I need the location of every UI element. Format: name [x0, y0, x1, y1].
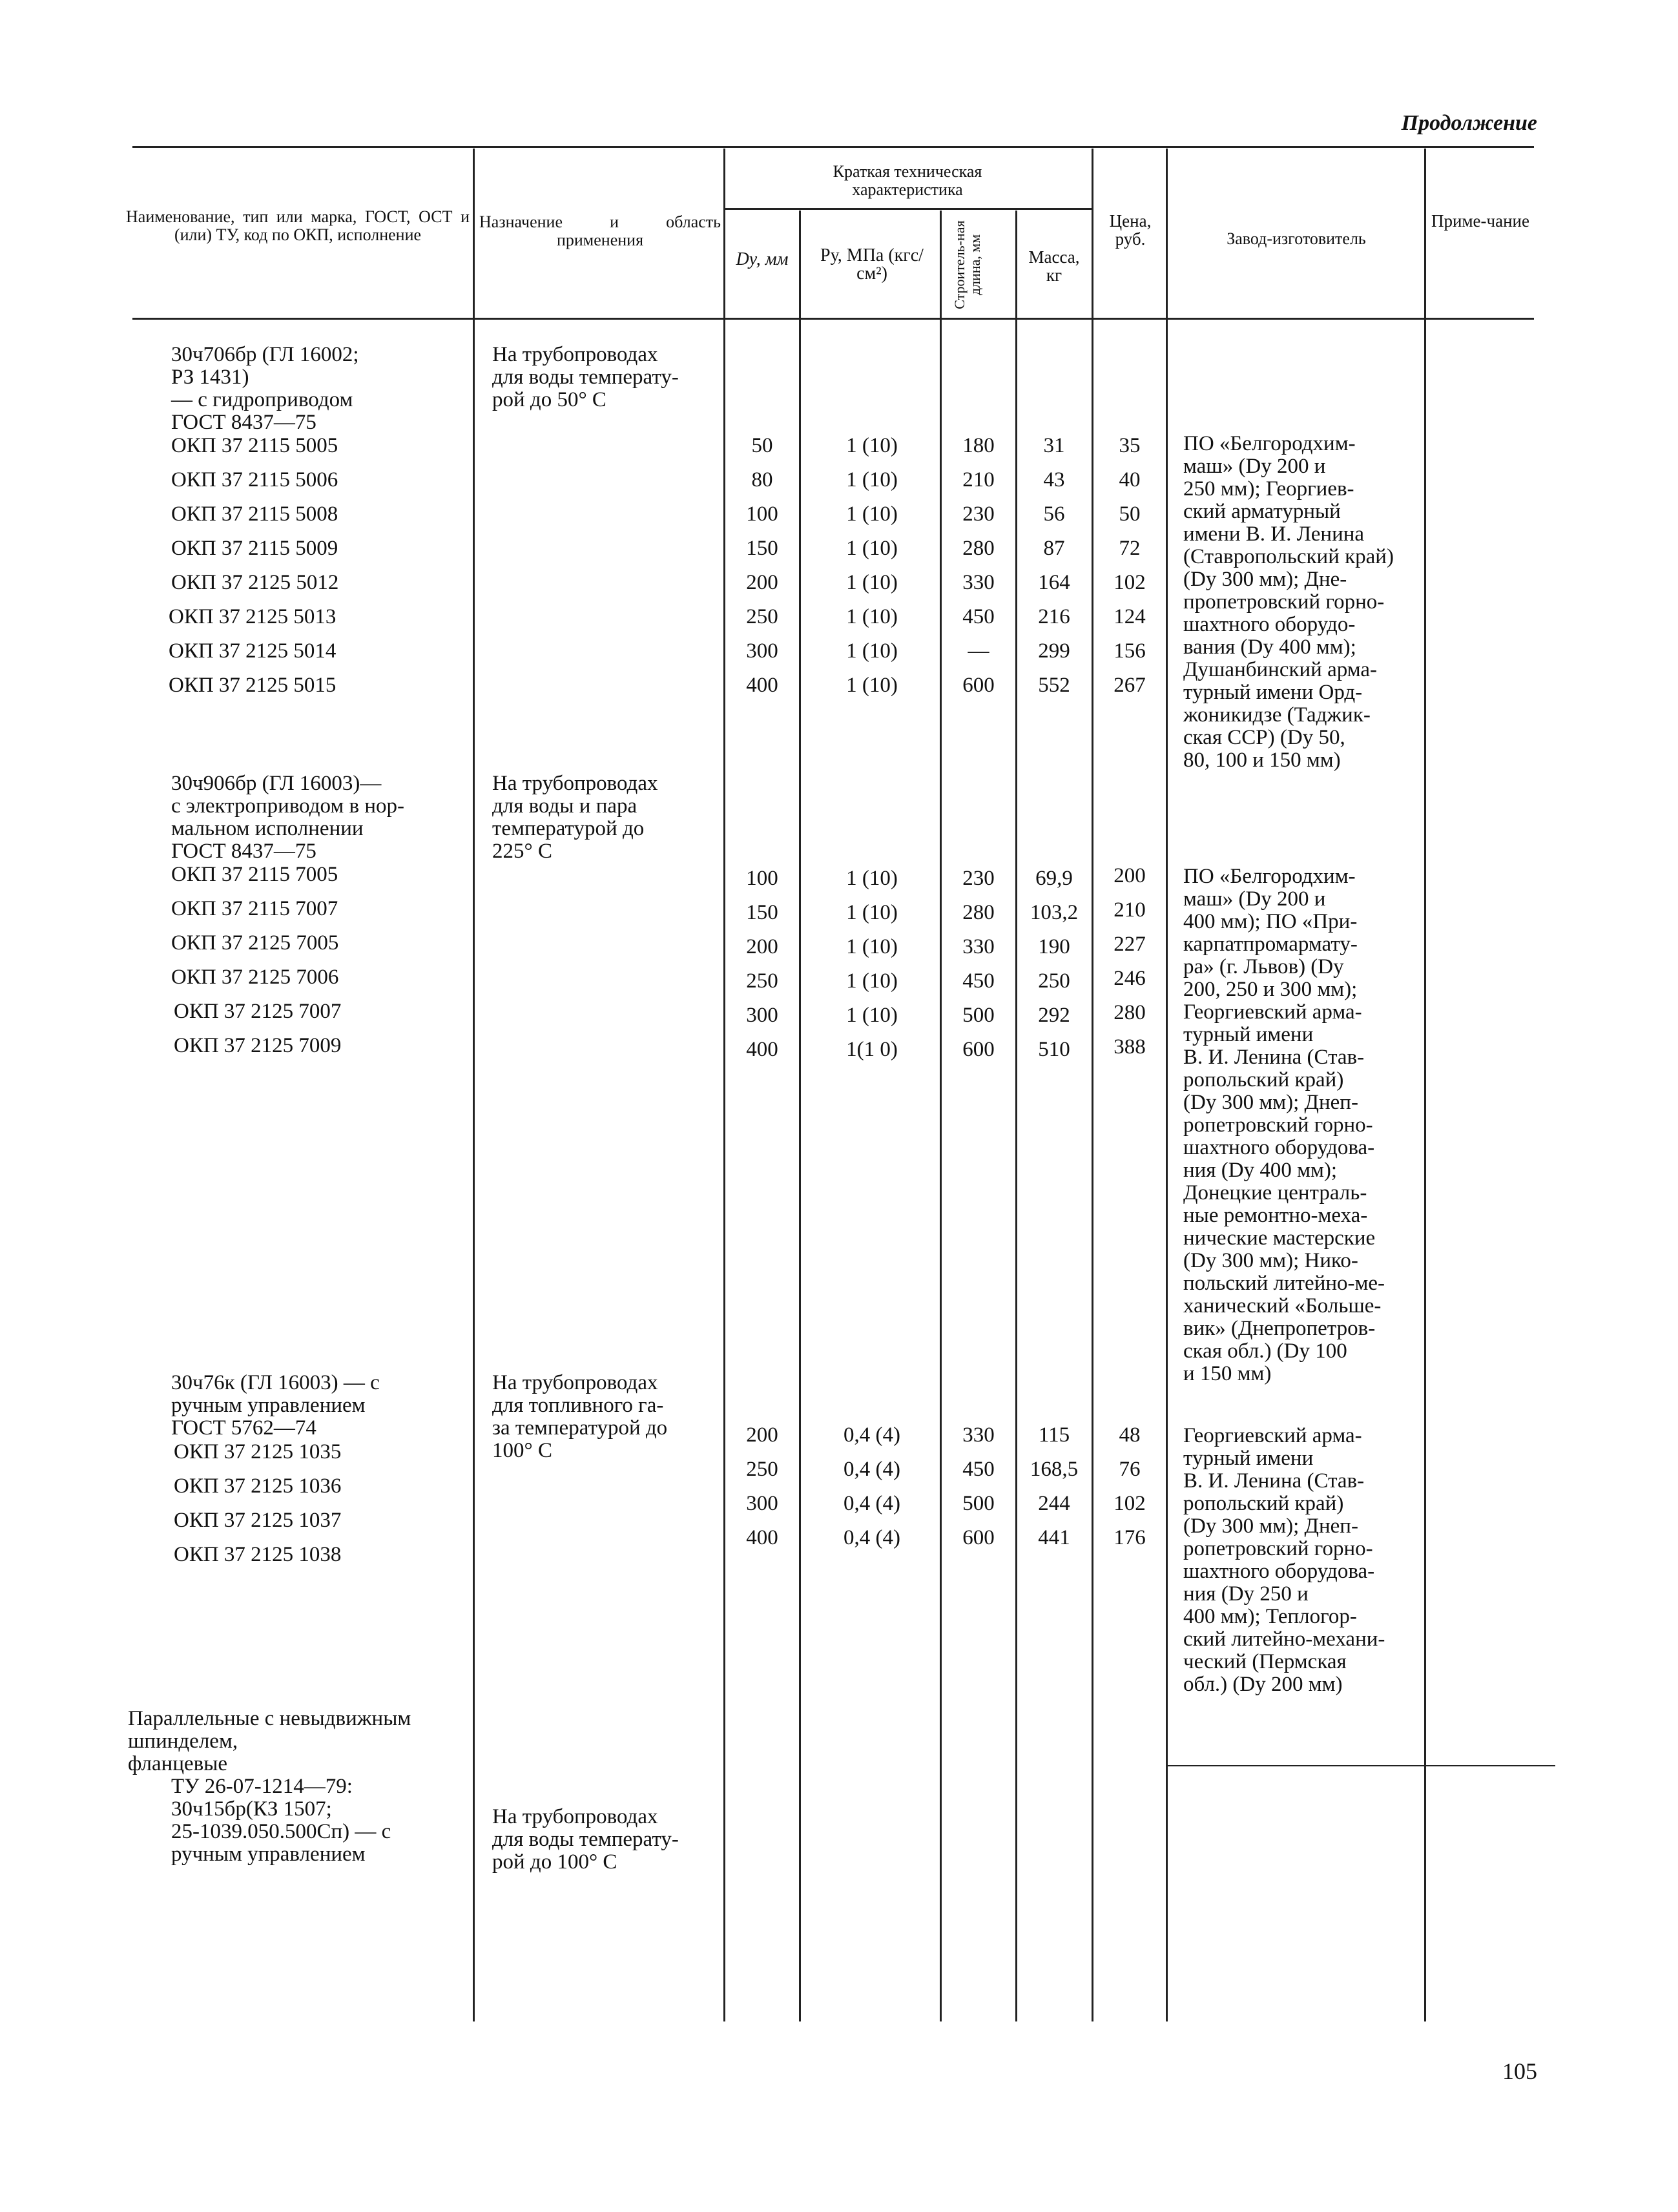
okp-code: ОКП 37 2125 5013: [169, 605, 337, 628]
mass-value: 43: [1043, 468, 1065, 491]
price-value: 176: [1113, 1526, 1146, 1549]
py-value: 0,4 (4): [844, 1526, 900, 1549]
price-value: 246: [1113, 967, 1146, 990]
page-number: 105: [1502, 2058, 1537, 2084]
py-value: 1 (10): [846, 434, 898, 457]
length-value: 450: [962, 1458, 995, 1481]
group3-name: 30ч76к (ГЛ 16003) — с ручным управлением ГОСТ 5762—74: [171, 1371, 380, 1440]
length-value: 600: [962, 1526, 995, 1549]
length-value: 230: [962, 867, 995, 890]
price-value: 50: [1119, 502, 1141, 526]
okp-code: ОКП 37 2115 5008: [171, 502, 338, 526]
header-mass: Масса, кг: [1028, 247, 1080, 285]
price-value: 267: [1113, 674, 1146, 697]
okp-code: ОКП 37 2125 1038: [174, 1543, 342, 1566]
table-row: [174, 1435, 341, 1469]
okp-code: ОКП 37 2125 7006: [171, 966, 339, 989]
table-row: [169, 634, 336, 668]
table-top-rule: [132, 146, 1534, 148]
py-value: 1 (10): [846, 867, 898, 890]
table-row: [174, 1469, 341, 1504]
length-value: 330: [962, 935, 995, 958]
header-name: Наименование, тип или марка, ГОСТ, ОСТ и (или) ТУ, код по ОКП, исполнение: [126, 207, 470, 244]
group1-py-column: [807, 429, 937, 703]
section-tu: ТУ 26-07-1214—79:: [171, 1775, 353, 1798]
mass-value: 31: [1043, 434, 1065, 457]
mass-value: 441: [1038, 1526, 1070, 1549]
header-tech: Краткая техническая характеристика: [833, 162, 982, 199]
maker-separator: [1168, 1765, 1555, 1766]
table-row: [171, 463, 338, 497]
group3-dy-column: [727, 1418, 798, 1555]
continuation-label: Продолжение: [1401, 111, 1537, 135]
dy-value: 400: [746, 1038, 778, 1061]
dy-value: 250: [746, 969, 778, 993]
col-rule-8: [1424, 149, 1426, 2021]
group1-name: 30ч706бр (ГЛ 16002; РЗ 1431) — с гидроприводом ГОСТ 8437—75: [171, 343, 359, 434]
length-value: 500: [962, 1492, 995, 1515]
header-bottom-rule: [132, 318, 1534, 320]
dy-value: 400: [746, 674, 778, 697]
price-value: 200: [1113, 864, 1146, 887]
price-value: 48: [1119, 1423, 1141, 1447]
mass-value: 216: [1038, 605, 1070, 628]
length-value: —: [968, 639, 989, 663]
price-value: 227: [1113, 933, 1146, 956]
group1-purpose: На трубопроводах для воды температу- рой до 50° С: [492, 343, 679, 411]
price-value: 210: [1113, 898, 1146, 922]
okp-code: ОКП 37 2125 7007: [174, 1000, 342, 1023]
section-title: Параллельные с невыдвижным шпинделем, фланцевые: [128, 1707, 411, 1775]
header-note: Приме-чание: [1431, 211, 1529, 231]
length-value: 280: [962, 901, 995, 924]
length-value: 280: [962, 537, 995, 560]
py-value: 0,4 (4): [844, 1458, 900, 1481]
okp-code: ОКП 37 2125 7009: [174, 1034, 342, 1057]
group1-dy-column: [727, 429, 798, 703]
price-value: 102: [1113, 1492, 1146, 1515]
okp-code: ОКП 37 2115 5005: [171, 434, 338, 457]
mass-value: 168,5: [1030, 1458, 1079, 1481]
length-value: 210: [962, 468, 995, 491]
py-value: 1 (10): [846, 674, 898, 697]
mass-value: 103,2: [1030, 901, 1079, 924]
header-purpose: Назначение и область применения: [479, 212, 721, 249]
table-row: [171, 566, 338, 600]
header-maker: Завод-изготовитель: [1227, 229, 1366, 248]
col-rule-6: [1092, 149, 1093, 2021]
table-row: [171, 926, 338, 960]
group1-mass-column: [1019, 429, 1090, 703]
okp-code: ОКП 37 2125 1036: [174, 1474, 342, 1498]
group2-name: 30ч906бр (ГЛ 16003)— с электроприводом в нор- мальном исполнении ГОСТ 8437—75: [171, 772, 405, 863]
okp-code: ОКП 37 2115 5009: [171, 537, 338, 560]
okp-code: ОКП 37 2125 5012: [171, 571, 339, 594]
group2-maker: ПО «Белгородхим- маш» (Dу 200 и 400 мм); ПО «При- карпатпромармату- ра» (г. Львов) (Dу 200, 250 и 300 мм); Георгиевский арма- турный имени В. И. Ленина (Став- ропольский край) (Dу 300 мм); Днеп- ропетровский горно- шахтного оборудова- ния (Dу 400 мм); Донецкие централь- ные ремонтно-меха- нические мастерские (Dу 300 мм); Нико- польский литейно-ме- ханический «Больше- вик» (Днепропетров- ская обл.) (Dу 100 и 150 мм): [1183, 865, 1385, 1385]
okp-code: ОКП 37 2115 7007: [171, 897, 338, 920]
header-length: Строитель-ная длина, мм: [951, 220, 983, 309]
mass-value: 250: [1038, 969, 1070, 993]
group3-py-column: [807, 1418, 937, 1555]
col-rule-4: [940, 211, 942, 2021]
table-row: [169, 600, 336, 634]
okp-code: ОКП 37 2125 5014: [169, 639, 337, 663]
tech-subheader-rule: [723, 208, 1092, 210]
table-row: [171, 497, 338, 532]
price-value: 102: [1113, 571, 1146, 594]
group2-price-column: [1095, 859, 1165, 1064]
py-value: 1 (10): [846, 901, 898, 924]
col-rule-5: [1015, 211, 1017, 2021]
py-value: 1 (10): [846, 537, 898, 560]
group3-purpose: На трубопроводах для топливного га- за температурой до 100° С: [492, 1371, 668, 1462]
price-value: 72: [1119, 537, 1141, 560]
group1-price-column: [1095, 429, 1165, 703]
dy-value: 200: [746, 571, 778, 594]
dy-value: 100: [746, 867, 778, 890]
mass-value: 115: [1038, 1423, 1070, 1447]
price-value: 35: [1119, 434, 1141, 457]
group2-dy-column: [727, 862, 798, 1067]
py-value: 1 (10): [846, 571, 898, 594]
group1-maker: ПО «Белгородхим- маш» (Dу 200 и 250 мм); Георгиев- ский арматурный имени В. И. Ленина (Ставропольский край) (Dу 300 мм); Дне- пропетровский горно- шахтного оборудо- вания (Dу 400 мм); Душанбинский арма- турный имени Орд- жоникидзе (Таджик- ская ССР) (Dу 50, 80, 100 и 150 мм): [1183, 432, 1394, 772]
price-value: 156: [1113, 639, 1146, 663]
price-value: 40: [1119, 468, 1141, 491]
group2-mass-column: [1019, 862, 1090, 1067]
section-item-name: 30ч15бр(КЗ 1507; 25-1039.050.500Сп) — с ручным управлением: [171, 1797, 391, 1866]
mass-value: 87: [1043, 537, 1065, 560]
dy-value: 80: [751, 468, 773, 491]
length-value: 500: [962, 1004, 995, 1027]
dy-value: 100: [746, 502, 778, 526]
mass-value: 244: [1038, 1492, 1070, 1515]
group3-price-column: [1095, 1418, 1165, 1555]
length-value: 330: [962, 1423, 995, 1447]
col-rule-7: [1166, 149, 1168, 2021]
group3-mass-column: [1019, 1418, 1090, 1555]
okp-code: ОКП 37 2125 7005: [171, 931, 339, 955]
dy-value: 150: [746, 901, 778, 924]
price-value: 76: [1119, 1458, 1141, 1481]
mass-value: 292: [1038, 1004, 1070, 1027]
table-row: [171, 960, 338, 995]
mass-value: 510: [1038, 1038, 1070, 1061]
dy-value: 300: [746, 639, 778, 663]
table-row: [171, 892, 338, 926]
group1-length-column: [943, 429, 1014, 703]
okp-code: ОКП 37 2115 7005: [171, 863, 338, 886]
price-value: 280: [1113, 1001, 1146, 1024]
py-value: 1 (10): [846, 502, 898, 526]
dy-value: 400: [746, 1526, 778, 1549]
length-value: 230: [962, 502, 995, 526]
table-row: [171, 858, 338, 892]
mass-value: 164: [1038, 571, 1070, 594]
col-rule-3: [799, 211, 801, 2021]
header-dy: Dу, мм: [736, 249, 789, 269]
length-value: 450: [962, 969, 995, 993]
mass-value: 69,9: [1035, 867, 1073, 890]
py-value: 0,4 (4): [844, 1492, 900, 1515]
dy-value: 250: [746, 1458, 778, 1481]
py-value: 1 (10): [846, 639, 898, 663]
header-price: Цена, руб.: [1109, 211, 1152, 249]
dy-value: 50: [751, 434, 773, 457]
table-row: [169, 668, 336, 703]
dy-value: 200: [746, 935, 778, 958]
header-py: Pу, МПа (кгс/см²): [820, 245, 924, 284]
table-row: [171, 532, 338, 566]
length-value: 600: [962, 674, 995, 697]
mass-value: 190: [1038, 935, 1070, 958]
mass-value: 299: [1038, 639, 1070, 663]
table-row: [174, 1029, 341, 1063]
mass-value: 56: [1043, 502, 1065, 526]
length-value: 600: [962, 1038, 995, 1061]
price-value: 388: [1113, 1035, 1146, 1059]
length-value: 180: [962, 434, 995, 457]
okp-code: ОКП 37 2125 1037: [174, 1509, 342, 1532]
col-rule-2: [723, 149, 725, 2021]
okp-code: ОКП 37 2125 5015: [169, 674, 337, 697]
length-value: 330: [962, 571, 995, 594]
py-value: 1 (10): [846, 605, 898, 628]
py-value: 1 (10): [846, 468, 898, 491]
group3-length-column: [943, 1418, 1014, 1555]
group2-py-column: [807, 862, 937, 1067]
py-value: 0,4 (4): [844, 1423, 900, 1447]
py-value: 1 (10): [846, 1004, 898, 1027]
table-row: [174, 1538, 341, 1572]
mass-value: 552: [1038, 674, 1070, 697]
table-row: [171, 429, 338, 463]
py-value: 1 (10): [846, 935, 898, 958]
section-purpose: На трубопроводах для воды температу- рой до 100° С: [492, 1805, 679, 1874]
okp-code: ОКП 37 2115 5006: [171, 468, 338, 491]
length-value: 450: [962, 605, 995, 628]
price-value: 124: [1113, 605, 1146, 628]
dy-value: 150: [746, 537, 778, 560]
py-value: 1 (10): [846, 969, 898, 993]
group2-length-column: [943, 862, 1014, 1067]
dy-value: 300: [746, 1492, 778, 1515]
okp-code: ОКП 37 2125 1035: [174, 1440, 342, 1463]
table-row: [174, 995, 341, 1029]
dy-value: 200: [746, 1423, 778, 1447]
py-value: 1(1 0): [846, 1038, 898, 1061]
group2-purpose: На трубопроводах для воды и пара температурой до 225° С: [492, 772, 658, 863]
group3-maker: Георгиевский арма- турный имени В. И. Ленина (Став- ропольский край) (Dу 300 мм); Днеп- ропетровский горно- шахтного оборудова- ния (Dу 250 и 400 мм); Теплогор- ский литейно-механи- ческий (Пермская обл.) (Dу 200 мм): [1183, 1424, 1385, 1696]
dy-value: 250: [746, 605, 778, 628]
dy-value: 300: [746, 1004, 778, 1027]
table-row: [174, 1504, 341, 1538]
